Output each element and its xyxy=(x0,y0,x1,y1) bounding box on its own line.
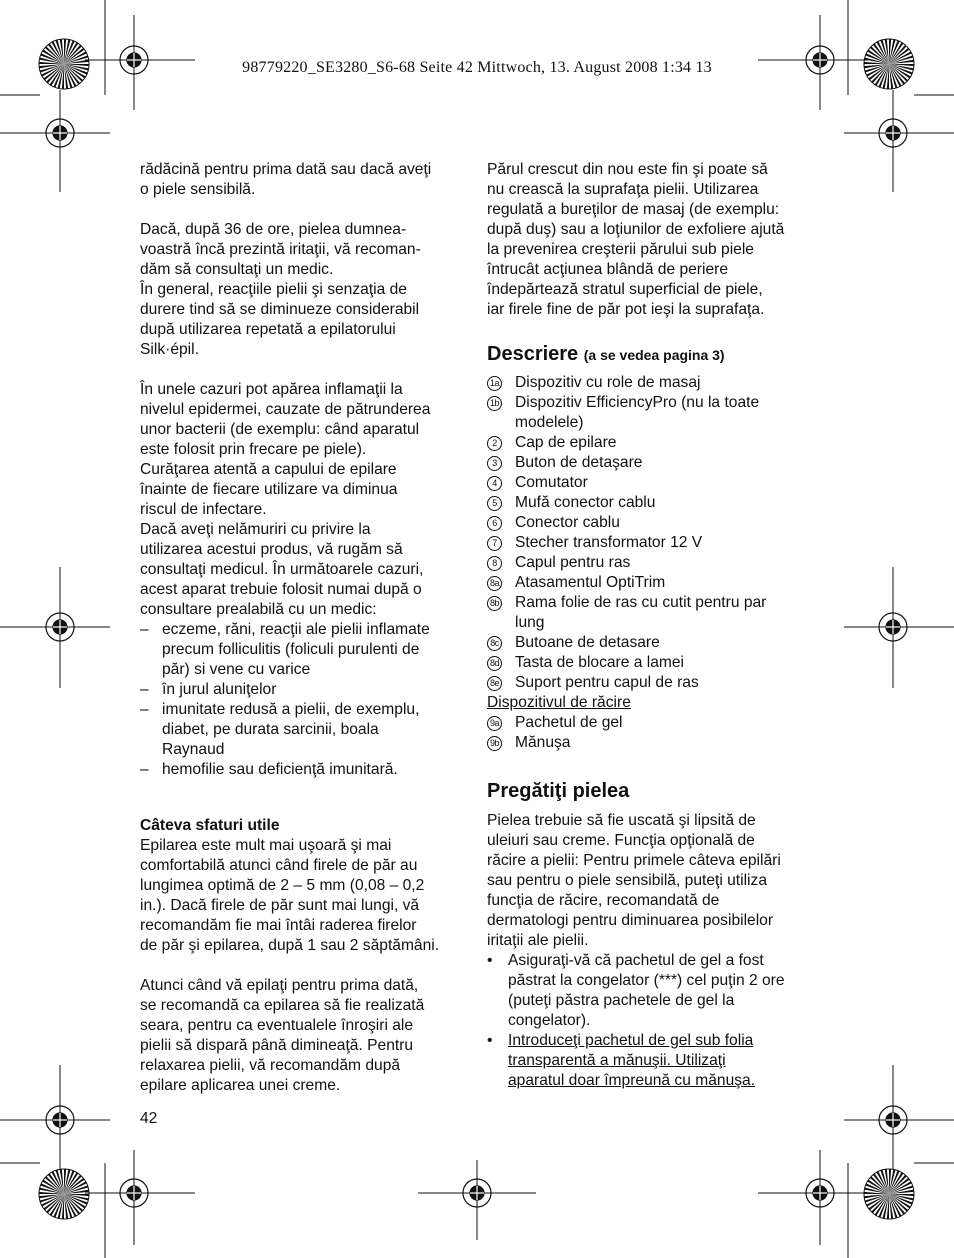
bullet-marker: • xyxy=(487,952,493,969)
item-number xyxy=(487,393,515,413)
list-item xyxy=(487,1031,817,1091)
starburst-icon xyxy=(39,1169,89,1219)
list-item-text: Comutator xyxy=(515,474,588,491)
circled-number-icon: 8d xyxy=(487,656,502,671)
item-number xyxy=(487,733,515,753)
paragraph-tips: Epilarea este mult mai uşoară şi mai comfortabilă atunci când firele de păr au lungimea optimă de 2 – 5 mm (0,08 – 0,2 in.). Dacă firele de păr sunt mai lungi, vă recomandăm fie mai întâi raderea firelor de păr şi epilarea, după 1 sau 2 săptămâni. xyxy=(140,837,440,954)
print-header: 98779220_SE3280_S6-68 Seite 42 Mittwoch, 13. August 2008 1:34 13 xyxy=(242,59,712,76)
item-number xyxy=(487,513,515,533)
list-item-text: Dispozitiv cu role de masaj xyxy=(515,374,701,391)
circled-number-icon: 9b xyxy=(487,736,502,751)
list-item xyxy=(487,513,817,533)
item-number xyxy=(487,573,515,593)
list-item-text: Cap de epilare xyxy=(515,434,617,451)
dash-marker: – xyxy=(140,701,149,718)
list-item xyxy=(487,633,817,653)
paragraph-inflammation: În unele cazuri pot apărea inflamaţii la nivelul epidermei, cauzate de pătrunderea unor bacterii (de exemplu: când aparatul este folosit prin frecare pe piele). Curăţarea atentă a capului de epilare înainte de fiecare utilizare va diminua riscul de infectare. Dacă aveţi nelămuriri cu privire la utilizarea acestui produs, vă rugăm să consultaţi medicul. În următoarele cazuri, acest aparat trebuie folosit numai după o consultare prealabilă cu un medic: xyxy=(140,381,431,618)
item-number xyxy=(487,653,515,673)
circled-number-icon: 6 xyxy=(487,516,502,531)
list-item-text: imunitate redusă a pielii, de exemplu, diabet, pe durata sarcinii, boala Raynaud xyxy=(162,701,420,758)
list-item xyxy=(487,393,817,433)
item-number xyxy=(487,533,515,553)
list-item-text: Suport pentru capul de ras xyxy=(515,674,699,691)
paragraph-prepare: Pielea trebuie să fie uscată şi lipsită de uleiuri sau creme. Funcţia opţională de răcire a pielii: Pentru primele câteva epilări sau pentru o piele sensibilă, puteţi utiliza funcţia de răcire, recomandată de dermatologi pentru diminuarea posibilelor iritaţii ale pielii. xyxy=(487,812,781,949)
list-item xyxy=(487,433,817,453)
left-column xyxy=(140,160,470,1096)
item-number xyxy=(487,473,515,493)
circled-number-icon: 8 xyxy=(487,556,502,571)
list-item xyxy=(487,453,817,473)
list-item xyxy=(140,760,470,780)
dash-marker: – xyxy=(140,761,149,778)
list-item-text: eczeme, răni, reacţii ale pielii inflamate precum folliculitis (foliculi purulenti de păr) si vene cu varice xyxy=(162,621,430,678)
list-item-text: Rama folie de ras cu cutit pentru par lung xyxy=(515,594,767,631)
item-number xyxy=(487,373,515,393)
circled-number-icon: 2 xyxy=(487,436,502,451)
item-number xyxy=(487,493,515,513)
right-column xyxy=(487,160,817,1091)
circled-number-icon: 8c xyxy=(487,636,502,651)
paragraph-intro: rădăcină pentru prima dată sau dacă aveţi o piele sensibilă. xyxy=(140,161,432,198)
list-item-text: în jurul aluniţelor xyxy=(162,681,277,698)
list-item-text: Atasamentul OptiTrim xyxy=(515,574,666,591)
condition-list xyxy=(140,620,470,780)
list-item-text: Mufă conector cablu xyxy=(515,494,656,511)
list-item-text: Dispozitiv EfficiencyPro (nu la toate modelele) xyxy=(515,394,760,431)
list-item xyxy=(487,373,817,393)
list-item-text: Buton de detaşare xyxy=(515,454,643,471)
paragraph-irritation: Dacă, după 36 de ore, pielea dumnea- voastră încă prezintă iritaţii, vă recoman- dăm să consultaţi un medic. În general, reacţiile pielii şi senzaţia de durere tind să se diminueze considerabil după utilizarea repetată a epilatorului Silk·épil. xyxy=(140,221,421,358)
circled-number-icon: 8a xyxy=(487,576,502,591)
list-item xyxy=(487,593,817,633)
item-number xyxy=(487,673,515,693)
description-heading: Descriere (a se vedea pagina 3) xyxy=(487,343,725,365)
list-item xyxy=(487,713,817,733)
dash-marker: – xyxy=(140,681,149,698)
paragraph-regrowth: Părul crescut din nou este fin şi poate să nu crească la suprafaţa pielii. Utilizarea regulată a bureţilor de masaj (de exemplu: după duş) sau a loţiunilor de exfoliere ajută la prevenirea creşterii părului sub piele întrucât acţiunea blândă de periere îndepărtează stratul superficial de piele, iar firele fine de păr pot ieşi la suprafaţa. xyxy=(487,161,785,318)
paragraph-first-time: Atunci când vă epilaţi pentru prima dată, se recomandă ca epilarea să fie realizată seara, pentru ca eventualele înroşiri ale pielii să dispară până dimineaţă. Pentru relaxarea pielii, vă recomandăm după epilare aplicarea unei creme. xyxy=(140,977,425,1094)
list-item xyxy=(487,951,817,1031)
item-number xyxy=(487,553,515,573)
item-number xyxy=(487,453,515,473)
list-item xyxy=(140,620,470,680)
list-item-text: hemofilie sau deficienţă imunitară. xyxy=(162,761,398,778)
list-item xyxy=(487,653,817,673)
circled-number-icon: 8b xyxy=(487,596,502,611)
circled-number-icon: 1a xyxy=(487,376,502,391)
circled-number-icon: 3 xyxy=(487,456,502,471)
cooling-device-label: Dispozitivul de răcire xyxy=(487,694,631,711)
item-number xyxy=(487,433,515,453)
page-number: 42 xyxy=(140,1110,158,1127)
list-item-text: Mănuşa xyxy=(515,734,571,751)
item-number xyxy=(487,713,515,733)
list-item-text: Conector cablu xyxy=(515,514,620,531)
circled-number-icon: 9a xyxy=(487,716,502,731)
list-item-text: Capul pentru ras xyxy=(515,554,631,571)
list-item xyxy=(487,553,817,573)
starburst-icon xyxy=(864,1169,914,1219)
list-item xyxy=(487,733,817,753)
cooling-device-list xyxy=(487,713,817,753)
list-item xyxy=(140,700,470,760)
list-item xyxy=(487,493,817,513)
list-item xyxy=(487,573,817,593)
item-number xyxy=(487,633,515,653)
list-item-text: Butoane de detasare xyxy=(515,634,660,651)
list-item-text: Stecher transformator 12 V xyxy=(515,534,703,551)
circled-number-icon: 5 xyxy=(487,496,502,511)
dash-marker: – xyxy=(140,621,149,638)
list-item-text: Introduceţi pachetul de gel sub folia transparentă a mănuşii. Utilizaţi aparatul doar împreună cu mănuşa. xyxy=(508,1032,756,1089)
circled-number-icon: 7 xyxy=(487,536,502,551)
item-number xyxy=(487,593,515,613)
description-list xyxy=(487,373,817,693)
prepare-skin-heading: Pregătiţi pielea xyxy=(487,780,630,802)
list-item xyxy=(487,533,817,553)
circled-number-icon: 4 xyxy=(487,476,502,491)
bullet-marker: • xyxy=(487,1032,493,1049)
list-item xyxy=(487,473,817,493)
list-item-text: Pachetul de gel xyxy=(515,714,623,731)
list-item xyxy=(140,680,470,700)
list-item xyxy=(487,673,817,693)
tips-heading: Câteva sfaturi utile xyxy=(140,817,280,834)
circled-number-icon: 8e xyxy=(487,676,502,691)
list-item-text: Asiguraţi-vă că pachetul de gel a fost păstrat la congelator (***) cel puţin 2 ore (puteţi păstra pachetele de gel la congelator). xyxy=(508,952,785,1029)
prepare-bullets xyxy=(487,951,817,1091)
circled-number-icon: 1b xyxy=(487,396,502,411)
list-item-text: Tasta de blocare a lamei xyxy=(515,654,685,671)
